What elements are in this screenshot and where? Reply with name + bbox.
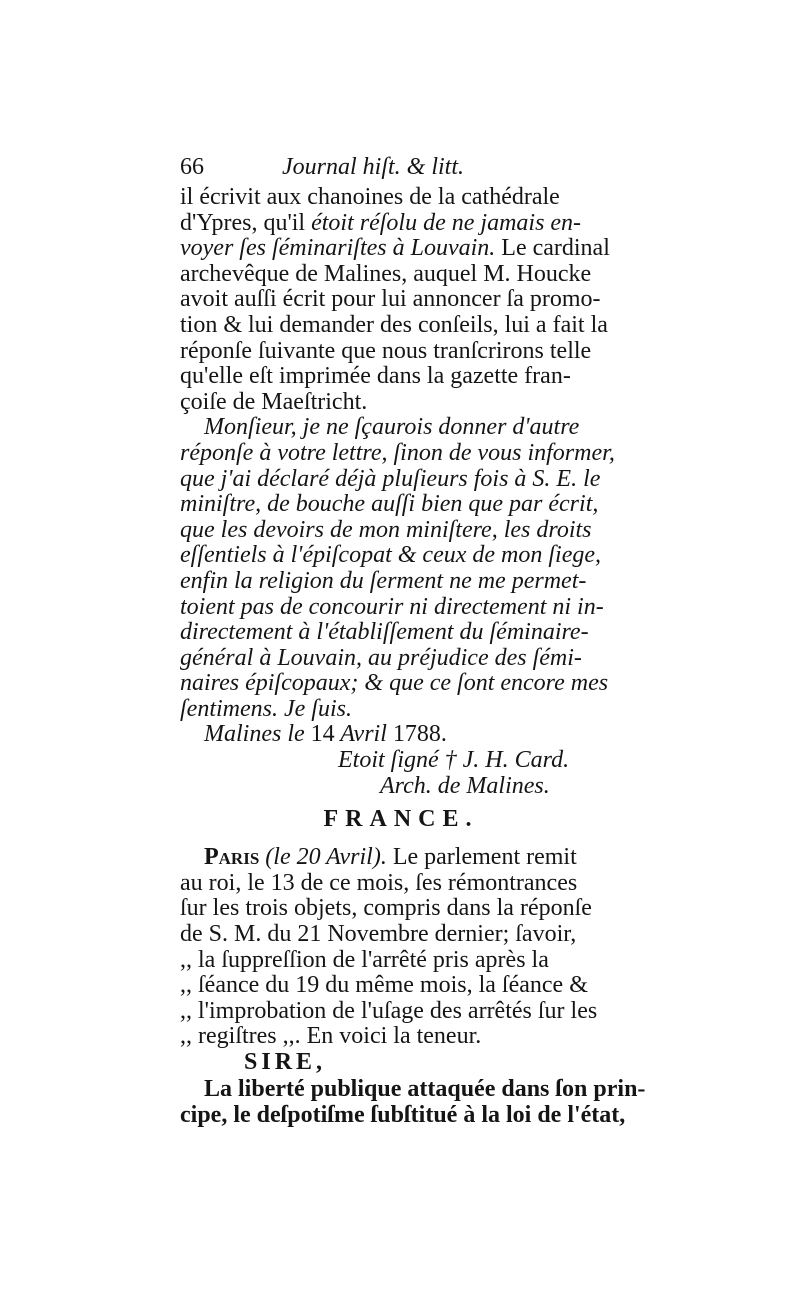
letter-date — [180, 722, 622, 748]
text-line: ,, ſéance du 19 du même mois, la ſéance & — [180, 972, 588, 999]
letter-line: ſentimens. Je ſuis. — [180, 695, 352, 722]
date-month: Avril — [334, 721, 393, 748]
text-fragment: Le parlement remit — [392, 844, 577, 871]
date-day: 14 — [310, 721, 335, 748]
letter-line: Monſieur, je ne ſçaurois donner d'autre — [204, 414, 580, 441]
letter-line: toient pas de concourir ni directement ni in- — [180, 593, 604, 620]
italic-fragment: voyer ſes ſéminariſtes à Louvain. — [180, 235, 496, 262]
letter-line: naires épiſcopaux; & que ce ſont encore mes — [180, 670, 609, 697]
page-number: 66 — [180, 154, 204, 180]
date-year: 1788. — [392, 721, 447, 748]
text-line: archevêque de Malines, auquel M. Houcke — [180, 260, 592, 287]
section-heading: FRANCE. — [323, 806, 479, 833]
text-line: il écrivit aux chanoines de la cathédrale — [180, 184, 560, 210]
letter-line: directement à l'établiſſement du ſéminaire- — [180, 619, 589, 646]
book-page — [180, 154, 646, 1128]
text-line: au roi, le 13 de ce mois, ſes rémontrances — [180, 869, 578, 896]
letter-line: que les devoirs de mon miniſtere, les droits — [180, 516, 592, 543]
text-line: ſur les trois objets, compris dans la réponſe — [180, 895, 592, 922]
salutation: SIRE, — [244, 1049, 327, 1075]
paris-paragraph — [180, 845, 622, 1050]
signature-line: Arch. de Malines. — [380, 772, 550, 799]
italic-fragment: étoit réſolu de ne jamais en- — [311, 209, 582, 236]
text-line: tion & lui demander des conſeils, lui a fait la — [180, 311, 608, 338]
letter-quote — [180, 415, 622, 799]
first-paragraph — [180, 185, 622, 415]
text-fragment: d'Ypres, qu'il — [180, 209, 312, 236]
letter-line: eſſentiels à l'épiſcopat & ceux de mon ſiege, — [180, 542, 601, 569]
letter-line: que j'ai déclaré déjà pluſieurs fois à S. E. le — [180, 465, 601, 492]
place-name: Paris — [204, 844, 260, 871]
text-line: La liberté publique attaquée dans ſon prin- — [204, 1076, 646, 1102]
letter-line: général à Louvain, au préjudice des ſémi- — [180, 644, 582, 671]
text-line: avoit auſſi écrit pour lui annoncer ſa promo- — [180, 286, 601, 313]
text-line: ,, l'improbation de l'uſage des arrêtés ſur les — [180, 997, 598, 1024]
date-place: Malines le — [204, 721, 311, 748]
text-line — [180, 236, 622, 262]
text-line: ,, regiſtres ,,. En voici la teneur. — [180, 1023, 482, 1050]
text-line — [180, 845, 622, 871]
text-line: çoiſe de Maeſtricht. — [180, 388, 368, 415]
signature-line: Etoit ſigné † J. H. Card. — [338, 747, 570, 774]
letter-line: miniſtre, de bouche auſſi bien que par écrit, — [180, 491, 599, 518]
final-paragraph — [180, 1076, 646, 1128]
text-fragment: Le cardinal — [495, 235, 610, 262]
text-line: qu'elle eſt imprimée dans la gazette fran- — [180, 363, 571, 390]
running-title: Journal hiſt. & litt. — [282, 154, 465, 180]
text-line — [180, 211, 622, 237]
text-line: réponſe ſuivante que nous tranſcrirons telle — [180, 337, 592, 364]
letter-line: enfin la religion du ſerment ne me permet- — [180, 567, 587, 594]
text-line: cipe, le deſpotiſme ſubſtitué à la loi de l'état, — [180, 1101, 626, 1128]
letter-line: réponſe à votre lettre, ſinon de vous informer, — [180, 439, 615, 466]
date-label: (le 20 Avril). — [259, 844, 393, 871]
text-line: ,, la ſuppreſſion de l'arrêté pris après la — [180, 946, 549, 973]
text-line: de S. M. du 21 Novembre dernier; ſavoir, — [180, 921, 577, 948]
running-head — [180, 155, 622, 185]
